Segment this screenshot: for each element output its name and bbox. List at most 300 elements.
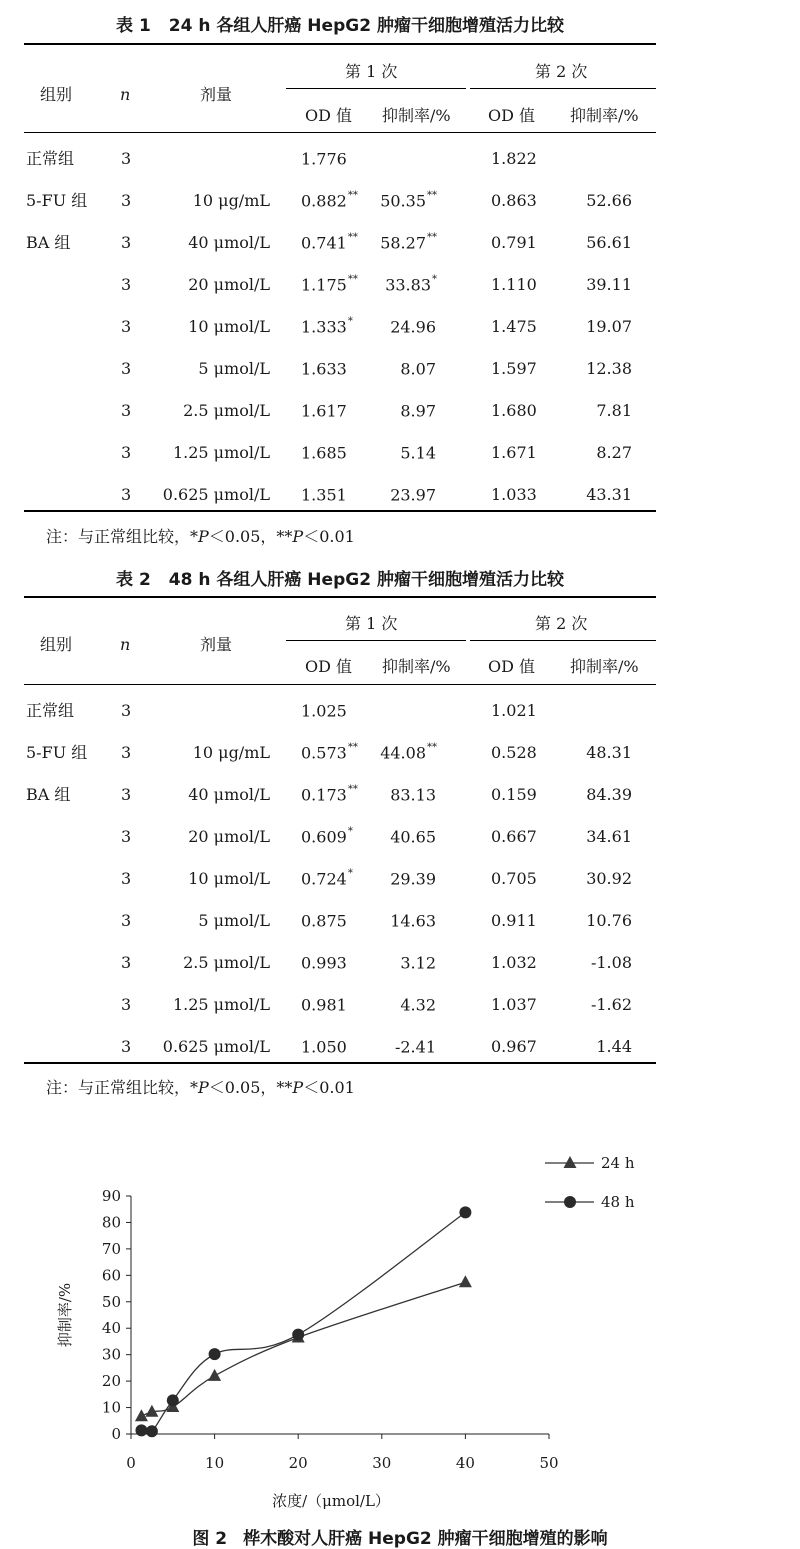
table1-header-dose: 剂量 [200,85,233,104]
table2-row6-dose-value: 2.5 μmol/L [183,953,270,972]
y-tick-label: 10 [101,1398,121,1417]
table1-row1-dose [193,193,270,209]
y-tick-label: 60 [101,1266,121,1285]
table2-row2-od1 [301,784,358,805]
table1-row3-inh1_sig: * [432,274,437,285]
table1-row2-n-value: 3 [121,233,132,252]
table2-row2-inh1 [390,787,437,803]
table1-row3-od1-value: 1.175 [301,275,347,295]
table1-row1-n-value: 3 [121,191,132,210]
table1-number: 表 1 [116,16,151,36]
table2-row1-dose [193,745,270,761]
table1-note-end: ＜0.01 [303,527,355,546]
table2-row1-dose-value: 10 μg/mL [192,743,270,762]
table1-row0-od1-value: 1.776 [301,149,347,169]
table1-row2-inh1_sig: ** [427,232,437,243]
table1-row5-inh2 [586,361,632,377]
table2-row1-inh2-value: 48.31 [586,743,632,762]
table1-header-inhib1: 抑制率/% [382,106,451,125]
table1-note-p1: P [198,527,209,546]
table1-row5-inh2-value: 12.38 [586,359,632,378]
table1-row2-od2-value: 0.791 [491,233,537,252]
table1-row2-od1 [301,232,358,253]
inhibition-chart [0,1140,800,1520]
table2-row2-dose-value: 40 μmol/L [188,785,270,804]
table2-header-inhib2: 抑制率/% [570,657,639,676]
table1-row1-inh2-value: 52.66 [586,191,632,210]
y-tick-label: 80 [101,1213,121,1232]
table1-row1-od1 [301,190,358,211]
table1-row5-inh1 [400,361,437,377]
table1-row2-od1_sig: ** [347,232,358,243]
table2-row1-n-value: 3 [121,743,132,762]
table1-row5-n-value: 3 [121,359,132,378]
table1-row7-n-value: 3 [121,443,132,462]
table2-row6-od2 [491,955,537,971]
table1-row1-od2 [491,193,537,209]
data-point-24h-0 [135,1409,148,1421]
table2-row4-inh1 [390,871,437,887]
table2-row1-od2-value: 0.528 [491,743,537,762]
table1-row1-od1_sig: ** [347,190,358,201]
table1-row8-od1-value: 1.351 [301,485,347,505]
table1-run2-rule [470,88,656,89]
table1-row8-dose [163,487,270,503]
table1-row8-n [121,487,131,503]
table1-row1-inh1_sig: ** [427,190,437,201]
table1-title-text: 24 h 各组人肝癌 HepG2 肿瘤干细胞增殖活力比较 [168,16,564,36]
table1-row7-inh2 [596,445,632,461]
table2-row8-inh2-value: 1.44 [596,1037,632,1056]
table1-row6-dose [183,403,270,419]
table1-row8-n-value: 3 [121,485,132,504]
table1-row3-od2-value: 1.110 [491,275,537,294]
data-point-24h-3 [208,1369,221,1381]
table2-row4-inh2 [586,871,632,887]
table2-bottom-rule [24,1062,656,1064]
table1-row7-od1-value: 1.685 [301,443,347,463]
table2-run2-rule [470,640,656,641]
table1-row8-inh2-value: 43.31 [586,485,632,504]
table2-row2-od2-value: 0.159 [491,785,537,804]
table2-row4-od1-value: 0.724 [301,869,347,889]
table1-title [24,11,656,36]
table2-row4-n-value: 3 [121,869,132,888]
table2-row7-inh2-value: -1.62 [590,995,632,1014]
table1-row5-od2-value: 1.597 [491,359,537,378]
table1-row4-od1-value: 1.333 [301,317,347,337]
table2-row4-dose-value: 10 μmol/L [188,869,270,888]
table2-row6-inh1 [400,955,437,971]
table1-row0-n-value: 3 [121,149,132,168]
table2-note-mid: ＜0.05，** [208,1078,293,1097]
table2-row3-inh2-value: 34.61 [586,827,632,846]
table2-row3-dose [188,829,270,845]
x-tick-label: 30 [372,1454,392,1472]
table1-header-od1: OD 值 [305,106,353,125]
table2-row1-od2 [491,745,537,761]
table1-row7-od2-value: 1.671 [491,443,537,462]
y-tick-label: 20 [101,1372,121,1391]
y-tick-label: 90 [101,1187,121,1205]
table2-row4-od2 [491,871,537,887]
table2-row8-inh2 [596,1039,632,1055]
table1-row2-group [26,235,70,251]
table2-row3-od2-value: 0.667 [491,827,537,846]
table2-row7-n [121,997,131,1013]
table1-row2-inh1-value: 58.27 [380,233,426,253]
table2-row3-n-value: 3 [121,827,132,846]
table1-row6-inh1-value: 8.97 [400,401,436,421]
table2-row3-od1_sig: * [347,826,353,837]
table1-row4-inh2 [586,319,632,335]
table2-row6-inh2-value: -1.08 [590,953,632,972]
table2-row7-od2-value: 1.037 [491,995,537,1014]
table1-row3-od1_sig: ** [347,274,358,285]
table1-row1-group [26,193,87,209]
table2-row6-n [121,955,131,971]
data-point-48h-2 [167,1394,179,1406]
y-tick-label: 40 [101,1319,121,1338]
table1-note-mid: ＜0.05，** [208,527,293,546]
table2-row3-inh1 [390,829,437,845]
table2-row8-od1-value: 1.050 [301,1037,347,1057]
table1-row1-od2-value: 0.863 [491,191,537,210]
table1-row7-od2 [491,445,537,461]
table1-row0-od1 [301,151,348,167]
table1-row1-inh1-value: 50.35 [380,191,426,211]
data-point-48h-1 [146,1425,158,1437]
table2-row5-n [121,913,131,929]
figure-number: 图 2 [192,1529,228,1549]
table1-row3-od2 [491,277,537,293]
table2-header-od1: OD 值 [305,657,353,676]
table2-row7-od1 [301,997,348,1013]
y-tick-label: 70 [101,1239,121,1258]
y-tick-label: 30 [101,1345,121,1364]
table2-note-p1: P [198,1078,209,1097]
table1-row8-od1 [301,487,348,503]
table1-row7-inh1-value: 5.14 [400,443,436,463]
table1-row5-dose [198,361,270,377]
table2-row0-group [26,703,74,719]
x-tick-label: 40 [455,1454,475,1472]
table2-row5-inh1-value: 14.63 [390,911,436,931]
table2-row1-inh1_sig: ** [427,742,437,753]
table1-note [46,524,355,547]
table2-row2-inh1-value: 83.13 [390,785,436,805]
table1-row7-inh2-value: 8.27 [596,443,632,462]
table2-note-prefix: 注：与正常组比较，* [46,1078,199,1097]
table2-header-dose: 剂量 [200,635,233,654]
figure-caption [0,1524,800,1549]
table1-row4-inh1-value: 24.96 [390,317,436,337]
table1-row3-dose-value: 20 μmol/L [188,275,270,294]
table2-row2-od1-value: 0.173 [301,785,347,805]
table2-header-n: n [120,635,131,654]
table2-row8-dose-value: 0.625 μmol/L [162,1037,270,1056]
table1-row6-od2-value: 1.680 [491,401,537,420]
data-point-48h-3 [209,1348,221,1360]
table2-row3-od2 [491,829,537,845]
table2-row6-od1 [301,955,348,971]
table1-row4-dose-value: 10 μmol/L [188,317,270,336]
table2-row5-dose [198,913,270,929]
table1-row2-group-value: BA 组 [26,233,71,252]
table1-row2-n [121,235,131,251]
data-point-48h-5 [459,1206,471,1218]
table1-row3-inh2-value: 39.11 [586,275,632,294]
table1-row2-dose [188,235,270,251]
table2-row4-od2-value: 0.705 [491,869,537,888]
table1-row7-dose-value: 1.25 μmol/L [172,443,270,462]
data-point-48h-4 [292,1329,304,1341]
table2-row5-inh2-value: 10.76 [586,911,632,930]
table2-row8-dose [163,1039,270,1055]
table2-row0-od2-value: 1.021 [491,701,537,720]
table1-row5-od1 [301,361,348,377]
table1-row1-dose-value: 10 μg/mL [192,191,270,210]
table2-title-text: 48 h 各组人肝癌 HepG2 肿瘤干细胞增殖活力比较 [168,570,564,590]
table2-row3-od1-value: 0.609 [301,827,347,847]
x-tick-label: 20 [288,1454,308,1472]
table1-row4-od1_sig: * [347,316,353,327]
table2-row6-n-value: 3 [121,953,132,972]
table1-row3-n-value: 3 [121,275,132,294]
x-tick-label: 0 [126,1454,136,1472]
table2-row0-group-value: 正常组 [26,701,75,720]
table2-row2-inh2 [586,787,632,803]
table1-row1-inh1 [380,190,437,211]
table1-row4-od1 [301,316,353,337]
figure-caption-text: 桦木酸对人肝癌 HepG2 肿瘤干细胞增殖的影响 [243,1529,608,1549]
table1-row2-od1-value: 0.741 [301,233,347,253]
table1-note-p2: P [292,527,304,546]
table2-row6-inh2 [591,955,632,971]
table1-row3-od1 [301,274,358,295]
table1-row3-dose [188,277,270,293]
table1-row8-od2 [491,487,537,503]
table1-header-run2: 第 2 次 [535,62,588,81]
table1-row1-group-value: 5-FU 组 [26,191,88,210]
table1-row2-inh2-value: 56.61 [586,233,632,252]
table1-row0-od2 [491,151,537,167]
table2-row0-n-value: 3 [121,701,132,720]
table2-row1-od1-value: 0.573 [301,743,347,763]
table2-row0-n [121,703,131,719]
table2-row5-inh1 [390,913,437,929]
table2-row4-inh1-value: 29.39 [390,869,436,889]
table2-title [24,565,656,590]
table1-header-inhib2: 抑制率/% [570,106,639,125]
table2-header-run2: 第 2 次 [535,614,588,633]
table2-row8-od1 [301,1039,348,1055]
table2-row4-od1_sig: * [347,868,353,879]
table1-row1-n [121,193,131,209]
table1-row6-dose-value: 2.5 μmol/L [183,401,270,420]
table1-row4-n [121,319,131,335]
table2-row2-od2 [491,787,537,803]
table2-row8-od2-value: 0.967 [491,1037,537,1056]
table1-row6-n [121,403,131,419]
table1-header-group: 组别 [40,85,73,104]
table2-row7-dose-value: 1.25 μmol/L [172,995,270,1014]
table1-row4-inh1 [390,319,437,335]
legend-marker-24h [564,1156,577,1168]
table2-row5-od2-value: 0.911 [491,911,537,930]
table2-row3-inh1-value: 40.65 [390,827,436,847]
table2-row8-inh1-value: -2.41 [394,1037,436,1057]
table2-row1-od1_sig: ** [347,742,358,753]
table2-row7-inh2 [591,997,632,1013]
table1-row2-inh1 [380,232,437,253]
table2-row7-inh1 [400,997,437,1013]
table2-header-inhib1: 抑制率/% [382,657,451,676]
table2-row8-n-value: 3 [121,1037,132,1056]
x-axis-label: 浓度/（μmol/L） [272,1492,390,1510]
table1-row6-od1-value: 1.617 [301,401,347,421]
table2-row3-dose-value: 20 μmol/L [188,827,270,846]
table1-row6-od2 [491,403,537,419]
table1-row6-inh2-value: 7.81 [596,401,632,420]
table1-row2-inh2 [586,235,632,251]
legend-marker-48h [564,1196,576,1208]
table1-row6-inh1 [400,403,437,419]
legend-label-24h: 24 h [601,1154,635,1172]
table1-bottom-rule [24,510,656,512]
table2-row5-dose-value: 5 μmol/L [198,911,270,930]
table1-row6-n-value: 3 [121,401,132,420]
table1-row5-od1-value: 1.633 [301,359,347,379]
table1-row8-dose-value: 0.625 μmol/L [162,485,270,504]
table2-row2-n-value: 3 [121,785,132,804]
table2-row4-n [121,871,131,887]
table1-row1-od1-value: 0.882 [301,191,347,211]
table2-row5-od1-value: 0.875 [301,911,347,931]
table1-row7-inh1 [400,445,437,461]
table2-row5-n-value: 3 [121,911,132,930]
table2-header-od2: OD 值 [488,657,536,676]
table2-row1-group [26,745,87,761]
table2-row5-od2 [491,913,537,929]
table1-row7-n [121,445,131,461]
table1-row0-group [26,151,74,167]
table1-row4-od2 [491,319,537,335]
table2-row7-od2 [491,997,537,1013]
table2-row2-inh2-value: 84.39 [586,785,632,804]
table1-row7-dose [173,445,270,461]
table1-top-rule [24,43,656,45]
table2-number: 表 2 [116,570,151,590]
table2-row3-n [121,829,131,845]
table1-row7-od1 [301,445,348,461]
legend-label-48h: 48 h [601,1193,635,1211]
table2-row3-od1 [301,826,353,847]
table2-top-rule [24,596,656,598]
table2-row4-od1 [301,868,353,889]
table2-row4-inh2-value: 30.92 [586,869,632,888]
table2-row1-od1 [301,742,358,763]
table2-row0-od1-value: 1.025 [301,701,347,721]
table1-row5-od2 [491,361,537,377]
table1-row4-dose [188,319,270,335]
table1-row3-inh1 [385,274,437,295]
table2-row0-od1 [301,703,348,719]
data-point-48h-0 [135,1424,147,1436]
table1-header-run1: 第 1 次 [345,62,398,81]
table2-row1-n [121,745,131,761]
table1-row5-dose-value: 5 μmol/L [198,359,270,378]
table1-run1-rule [286,88,466,89]
table2-row2-dose [188,787,270,803]
y-axis-label: 抑制率/% [56,1282,74,1348]
table2-row7-od1-value: 0.981 [301,995,347,1015]
table2-header-run1: 第 1 次 [345,614,398,633]
table2-row1-group-value: 5-FU 组 [26,743,88,762]
table2-row6-od2-value: 1.032 [491,953,537,972]
table1-row3-inh1-value: 33.83 [385,275,431,295]
table1-row8-od2-value: 1.033 [491,485,537,504]
y-tick-label: 50 [101,1292,121,1311]
table1-row4-od2-value: 1.475 [491,317,537,336]
table1-row8-inh2 [586,487,632,503]
data-point-24h-5 [459,1275,472,1287]
table2-row5-od1 [301,913,348,929]
table1-row0-group-value: 正常组 [26,149,75,168]
table2-row7-n-value: 3 [121,995,132,1014]
table1-row8-inh1 [390,487,437,503]
table1-row0-od2-value: 1.822 [491,149,537,168]
y-tick-label: 0 [111,1425,121,1443]
table2-row0-inh1 [436,703,437,719]
table1-row3-inh2 [586,277,632,293]
table1-row1-inh2 [586,193,632,209]
table1-row4-inh2-value: 19.07 [586,317,632,336]
table2-row7-dose [173,997,270,1013]
table2-row7-inh1-value: 4.32 [400,995,436,1015]
table2-header-group: 组别 [40,635,73,654]
table2-note-p2: P [292,1078,304,1097]
table1-row0-n [121,151,131,167]
table1-header-rule [24,132,656,133]
table2-row2-od1_sig: ** [347,784,358,795]
table1-row2-od2 [491,235,537,251]
table1-row5-n [121,361,131,377]
table2-row2-group-value: BA 组 [26,785,71,804]
table1-header-n: n [120,85,131,104]
table2-row3-inh2 [586,829,632,845]
table2-row6-dose [183,955,270,971]
table2-row6-inh1-value: 3.12 [400,953,436,973]
table2-header-rule [24,684,656,685]
table1-header-od2: OD 值 [488,106,536,125]
table2-row2-group [26,787,70,803]
table2-row1-inh1 [380,742,437,763]
x-tick-label: 50 [539,1454,559,1472]
table2-note-end: ＜0.01 [303,1078,355,1097]
table2-row1-inh1-value: 44.08 [380,743,426,763]
table2-row8-inh1 [395,1039,437,1055]
table1-note-prefix: 注：与正常组比较，* [46,527,199,546]
table1-row2-dose-value: 40 μmol/L [188,233,270,252]
table2-note [46,1075,355,1098]
series-line-24h [141,1282,465,1416]
table2-row1-inh2 [586,745,632,761]
table2-row5-inh2 [586,913,632,929]
table1-row6-od1 [301,403,348,419]
table1-row6-inh2 [596,403,632,419]
table2-row0-od2 [491,703,537,719]
